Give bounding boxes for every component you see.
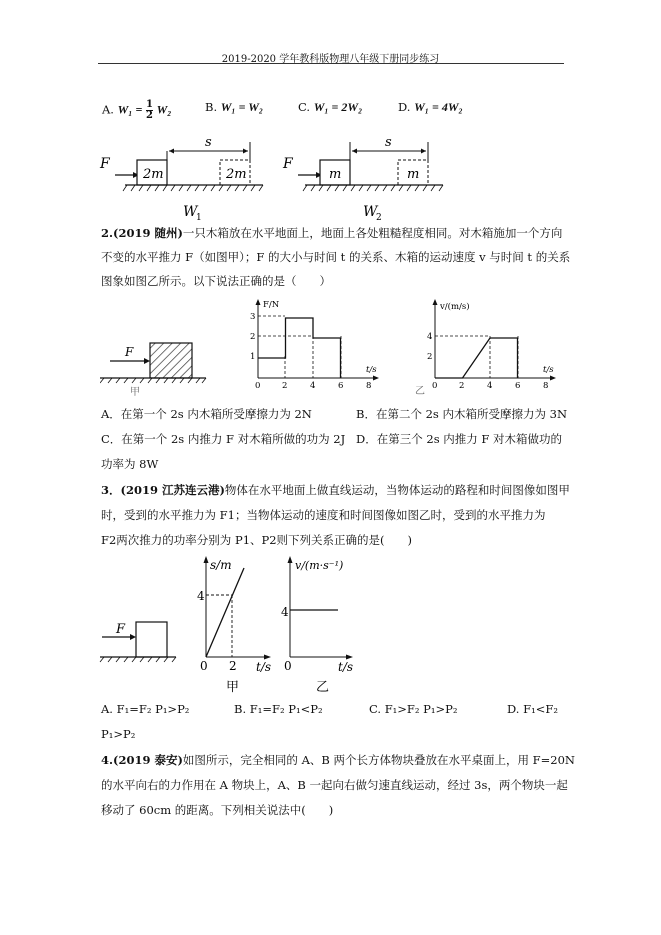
q1-option-b: B. W₁ = W₂ bbox=[205, 100, 264, 114]
ground-hatch bbox=[123, 185, 263, 191]
q1-option-c: C. W₁ = 2W₂ bbox=[298, 100, 363, 114]
g1-xlabel: t/s bbox=[366, 365, 377, 375]
q3-option-d-cont: P₁>P₂ bbox=[101, 727, 136, 741]
distance-label: s bbox=[205, 135, 212, 150]
q2-label-jia: 甲 bbox=[130, 387, 140, 398]
hatched-box bbox=[150, 343, 192, 378]
q3-option-a: A. F₁=F₂ P₁>P₂ bbox=[101, 702, 190, 716]
q3-label-jia: 甲 bbox=[226, 680, 240, 695]
q2-ground-hatch bbox=[100, 378, 206, 383]
mass-label-2: m bbox=[329, 167, 342, 182]
caption-w1-sub: 1 bbox=[196, 213, 202, 223]
q1-work-figure bbox=[95, 128, 475, 223]
q2-option-b: B．在第二个 2s 内木箱所受摩擦力为 3N bbox=[356, 407, 568, 421]
q2-force-label: F bbox=[125, 345, 134, 359]
q1-left-setup bbox=[99, 135, 263, 223]
g1-xtick: 0 bbox=[255, 381, 261, 391]
q3-force-label: F bbox=[116, 622, 126, 637]
q2-line3: 图象如图乙所示。以下说法正确的是（ ） bbox=[101, 274, 331, 288]
q1-option-d: D. W₁ = 4W₂ bbox=[398, 100, 463, 114]
q3-option-b: B. F₁=F₂ P₁<P₂ bbox=[234, 702, 323, 716]
q3-line3: F2两次推力的功率分别为 P1、P2则下列关系正确的是( ) bbox=[101, 533, 413, 547]
header-divider bbox=[98, 63, 564, 64]
q3-ground-hatch bbox=[100, 657, 176, 662]
force-label-2: F bbox=[283, 156, 293, 172]
q3-g1-xtick: 2 bbox=[229, 659, 237, 673]
q3-block bbox=[136, 622, 167, 657]
q3-line1: 3．(2019 江苏连云港)物体在水平地面上做直线运动，当物体运动的路程和时间图像如图甲 bbox=[101, 483, 570, 497]
q3-option-c: C. F₁>F₂ P₁>P₂ bbox=[369, 702, 458, 716]
mass-label-end-2: m bbox=[407, 167, 420, 182]
q4-line1: 4.(2019 泰安)如图所示，完全相同的 A、B 两个长方体物块叠放在水平桌面上，用 F=20N bbox=[101, 753, 575, 767]
g1-xtick: 6 bbox=[338, 381, 344, 391]
q3-option-d: D. F₁<F₂ bbox=[507, 702, 558, 716]
q3-velocity-graph bbox=[281, 556, 353, 674]
q2-option-d-cont: 功率为 8W bbox=[101, 457, 159, 471]
g2-xtick: 4 bbox=[487, 381, 493, 391]
g2-xtick: 2 bbox=[459, 381, 465, 391]
g1-xtick: 2 bbox=[282, 381, 288, 391]
g2-xlabel: t/s bbox=[543, 365, 554, 375]
q3-g1-ytick: 4 bbox=[197, 589, 205, 603]
g1-ytick: 2 bbox=[250, 332, 256, 342]
mass-label: 2m bbox=[143, 167, 164, 182]
g2-xtick: 0 bbox=[432, 381, 438, 391]
g2-ytick: 2 bbox=[427, 352, 433, 362]
caption-w1: W bbox=[183, 204, 198, 220]
q3-g2-origin: 0 bbox=[284, 659, 292, 673]
g1-xtick: 8 bbox=[366, 381, 372, 391]
mass-label-end: 2m bbox=[226, 167, 247, 182]
q3-g1-xlabel: t/s bbox=[256, 660, 272, 674]
q2-force-graph bbox=[250, 299, 379, 391]
q3-g2-ytick: 4 bbox=[281, 605, 289, 619]
q3-figure bbox=[98, 553, 358, 695]
distance-label-2: s bbox=[385, 135, 392, 150]
g2-ylabel: v/(m/s) bbox=[440, 302, 470, 312]
q2-line2: 不变的水平推力 F（如图甲）；F 的大小与时间 t 的关系、木箱的运动速度 v 与时间 t 的关系 bbox=[101, 250, 571, 264]
q2-figure bbox=[100, 296, 560, 402]
caption-w2: W bbox=[363, 204, 378, 220]
distance-time-series bbox=[206, 568, 244, 657]
g1-ytick: 3 bbox=[250, 312, 256, 322]
q1-right-setup bbox=[282, 135, 443, 223]
q2-option-c: C．在第一个 2s 内推力 F 对木箱所做的功为 2J bbox=[101, 432, 346, 446]
page-header: 2019-2020 学年教科版物理八年级下册同步练习 bbox=[221, 54, 440, 65]
force-label: F bbox=[100, 156, 110, 172]
q4-line3: 移动了 60cm 的距离。下列相关说法中( ) bbox=[101, 803, 334, 817]
caption-w2-sub: 2 bbox=[376, 213, 382, 223]
velocity-time-series bbox=[435, 338, 518, 378]
q3-g1-ylabel: s/m bbox=[210, 558, 232, 572]
g1-xtick: 4 bbox=[310, 381, 316, 391]
q4-line2: 的水平向右的力作用在 A 物块上，A、B 一起向右做匀速直线运动，经过 3s，两个物块一起 bbox=[101, 778, 568, 792]
q2-velocity-graph bbox=[427, 299, 556, 391]
q3-line2: 时，受到的水平推力为 F1；当物体运动的速度和时间图像如图乙时，受到的水平推力为 bbox=[101, 508, 546, 522]
q3-label-yi: 乙 bbox=[316, 680, 330, 695]
g1-ytick: 1 bbox=[250, 352, 256, 362]
g2-ytick: 4 bbox=[427, 332, 433, 342]
q3-g2-ylabel: v/(m·s⁻¹) bbox=[295, 559, 344, 572]
g1-ylabel: F/N bbox=[263, 300, 280, 310]
q2-option-d: D．在第三个 2s 内推力 F 对木箱做功的 bbox=[356, 432, 563, 446]
g2-xtick: 8 bbox=[543, 381, 549, 391]
q3-distance-graph bbox=[197, 556, 271, 674]
q2-label-yi: 乙 bbox=[415, 386, 425, 397]
q1-option-a: A. W₁ = $\frac{1}{2}$ W₂ bbox=[102, 99, 172, 121]
q3-g2-xlabel: t/s bbox=[338, 660, 354, 674]
q2-line1: 2.(2019 随州)一只木箱放在水平地面上，地面上各处粗糙程度相同。对木箱施加一个方向 bbox=[101, 226, 563, 240]
ground-hatch-2 bbox=[303, 185, 443, 191]
force-time-series bbox=[258, 318, 341, 378]
q3-g1-origin: 0 bbox=[200, 659, 208, 673]
g2-xtick: 6 bbox=[515, 381, 521, 391]
q2-option-a: A．在第一个 2s 内木箱所受摩擦力为 2N bbox=[101, 407, 312, 421]
